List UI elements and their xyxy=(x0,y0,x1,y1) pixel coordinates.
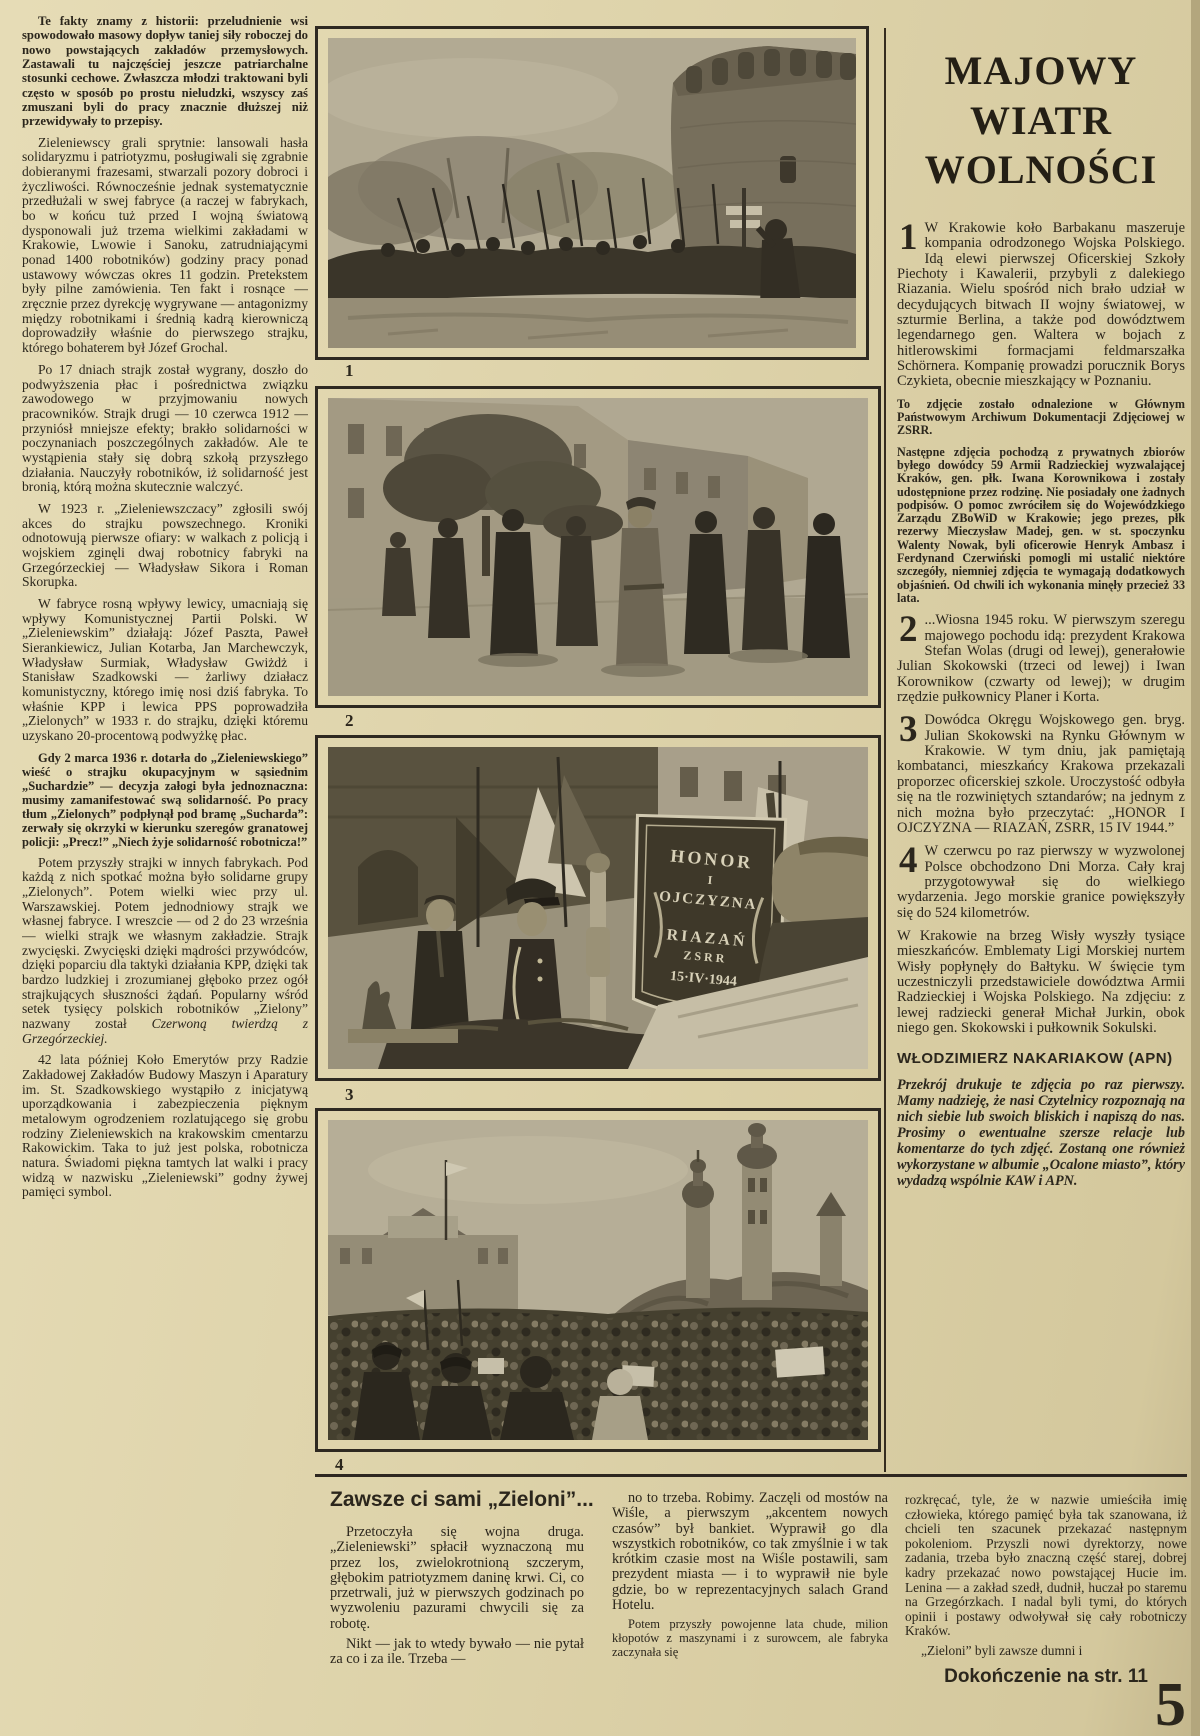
photo-4-crowd-wawel xyxy=(328,1120,868,1440)
right-section-3 xyxy=(897,709,1185,836)
section-number-3: 3 xyxy=(899,709,918,751)
section-number-4: 4 xyxy=(899,840,918,882)
right-section-1-text: W Krakowie koło Barbakanu maszeruje kompania odrodzonego Wojska Polskiego. Idą elewi pierwszej Oficerskiej Szkoły Piechoty i Kawalerii, przybyli z dalekiego Riazania. Wielu spośród nich brało udział w decydujących bitwach II wojny światowej, w szturmie Berlina, a także pod dowództwem legendarnego gen. Waltera w bojach z hitlerowskimi formacjami feldmarszałka Schörnera. Kompanię prowadzi porucznik Borys Czykieta, obecnie mieszkający w Poznaniu. xyxy=(897,219,1185,390)
svg-text:I: I xyxy=(707,872,714,888)
bottom-col1-paragraph-1: Przetoczyła się wojna druga. „Zieleniewski” spłacił wyznaczoną mu przez los, zwielokrotnioną szczerym, głębokim patriotyzmem daninę krwi. Ci, co przetrwali, już w pierwszych godzinach po wyzwoleniu pazurami chwycili się za robotę. xyxy=(330,1525,584,1632)
bottom-article-heading: Zawsze ci sami „Zieloni”... xyxy=(330,1488,594,1511)
section-number-2: 2 xyxy=(899,609,918,651)
headline-line-3: WOLNOŚCI xyxy=(924,147,1158,193)
photo-2-number: 2 xyxy=(345,711,354,730)
photo-4-number: 4 xyxy=(335,1455,344,1474)
svg-text:15·IV·1944: 15·IV·1944 xyxy=(669,968,738,990)
left-paragraph-6-main: Potem przyszły strajki w innych fabrykach. Pod każdą z nich spotkać można było solidarne grupy „Zielonych”. Potem wielki wiec przy ul. Warszawskiej. Potem jednodniowy strajk we własnej fabryce. I wreszcie — od 2 do 23 września — wielki strajk we własnym zakładzie. Strajk zwycięski. Zwycięski dzięki mądrości przywódców, dzięki poparciu dla taktyki działania KPP, dzięki tak bardzo ludzkiej i zrozumianej głęboko przez ogół strajkujących słuszności żądań. Popularny wśród setek tysięcy polskich robotników „Zielony” nazwany został xyxy=(22,854,308,1032)
bottom-col3-paragraph-2: „Zieloni” byli zawsze dumni i xyxy=(921,1643,1083,1659)
barbakan-tower xyxy=(671,46,856,273)
right-section-1 xyxy=(897,216,1185,390)
right-section-4 xyxy=(897,840,1185,921)
byline: WŁODZIMIERZ NAKARIAKOW (APN) xyxy=(897,1049,1173,1067)
section-divider-rule xyxy=(315,1474,1187,1477)
left-paragraph-4: W fabryce rosną wpływy lewicy, umacniają się wpływy Komunistycznej Partii Polski. W „Zieleniewskim” działają: Józef Paszta, Paweł Sierankiewicz, Julian Kotarba, Jan Marchewczyk, Władysław Surmiak, Władysław Gwiżdż i Stanisław Szadkowski — żarliwy działacz komunistyczny, którego imię nosi dziś fabryka. To właśnie KPP i lewica PPS poprowadziła „Zielonych” w 1933 r. do strajku, dzięki któremu uzyskano 20-procentową podwyżkę płac. xyxy=(22,595,308,743)
photo-2-procession xyxy=(328,398,868,696)
bottom-column-1 xyxy=(330,1525,584,1725)
bottom-col2-paragraph-1: no to trzeba. Robimy. Zaczęli od mostów na Wiśle, a pierwszym „akcentem nowych czasów” był bankiet. Wyprawił go dla wszystkich robotników, co tak zmyślnie i w tak krótkim czasie most na Wiśle postawili, sam prezydent miasta — i to wyprawił nie byle gdzie, bo w reprezentacyjnych salach Grand Hotelu. xyxy=(612,1491,888,1614)
right-section-4-text: W czerwcu po raz pierwszy w wyzwolonej Polsce obchodzono Dni Morza. Cały kraj przygotowywał się do wielkiego wydarzenia. Jego morskie granice powiększyły się do 524 kilometrów. xyxy=(897,843,1185,921)
right-note-2: Następne zdjęcia pochodzą z prywatnych zbiorów byłego dowódcy 59 Armii Radzieckiej wyzwalającej Kraków, gen. płk. Iwana Korownikowa i zostały udostępnione przez rodzinę. Nie posiadały one żadnych podpisów. O pomoc zwróciłem się do Wojewódzkiego Zarządu ZBoWiD w Krakowie; jego prezes, płk rezerwy Mieczysław Madej, gen. w st. spoczynku Walenty Nowak, byli oficerowie Henryk Ambasz i Ferdynand Czerwiński pomogli mi ustalić niektóre szczegóły, niemniej zdjęcia te wymagają dodatkowych objaśnień. Od chwili ich wykonania minęły przecież 33 lata. xyxy=(897,444,1185,605)
bottom-column-2 xyxy=(612,1491,888,1731)
bottom-col2-paragraph-2: Potem przyszły powojenne lata chude, milion kłopotów z maszynami i z surowcem, ale fabryka zaczynała się xyxy=(612,1617,888,1659)
left-paragraph-3: W 1923 r. „Zieleniewszczacy” zgłosili swój akces do strajku powszechnego. Kroniki odnotowują pierwsze ofiary: w walkach z policją i wojskiem zginęli dwaj robotnicy fabryki na Grzegórzeckiej — Władysław Sikora i Roman Skorupka. xyxy=(22,500,308,590)
right-section-3-text: Dowódca Okręgu Wojskowego gen. bryg. Julian Skokowski na Rynku Głównym w Krakowie. W tym dniu, jak pamiętają kombatanci, mieszkańcy Krakowa przekazali proporzec oficerskiej szkole. Uroczystość odbyła się na tle rozwiniętych sztandarów; na jednym z nich można było przeczytać: „HONOR I OJCZYZNA — RIAZAŃ, ZSRR, 15 IV 1944.” xyxy=(897,712,1185,836)
svg-text:RIAZAŃ: RIAZAŃ xyxy=(665,926,749,951)
photo-3-banner-ceremony xyxy=(328,747,868,1069)
svg-text:ZSRR: ZSRR xyxy=(682,947,728,966)
right-article xyxy=(897,40,1185,1470)
right-paragraph-5: W Krakowie na brzeg Wisły wyszły tysiące mieszkańców. Emblematy Ligi Morskiej nurtem Wisły popłynęły do Bałtyku. W święcie tym uczestniczyli przedstawiciele dowództwa Armii Radzieckiej i Wojska Polskiego. Na zdjęciu: z lewej radziecki generał Michał Jurkin, obok niego gen. Skokowski i pułkownik Sokulski. xyxy=(897,928,1185,1037)
bottom-column-3 xyxy=(905,1493,1187,1723)
right-section-2-text: ...Wiosna 1945 roku. W pierwszym szeregu majowego pochodu idą: prezydent Krakowa Stefan Wolas (drugi od lewej), generałowie Julian Skokowski (trzeci od lewej) i Iwan Korownikow (czwarty od lewej); w drugim rzędzie pułkownicy Planer i Korta. xyxy=(897,612,1185,705)
photo-3-number: 3 xyxy=(345,1085,354,1104)
photo-1-number: 1 xyxy=(345,361,354,380)
svg-text:HONOR: HONOR xyxy=(669,845,755,873)
left-paragraph-6-italic: Czerwoną twierdzą z Grzegórzeckiej. xyxy=(22,1016,308,1046)
svg-text:OJCZYZNA: OJCZYZNA xyxy=(658,888,759,914)
article-headline xyxy=(897,46,1185,195)
bottom-col3-paragraph-1: rozkręcać, tyle, że w nazwie umieściła imię człowieka, którego pamięć była tak szanowana, iż chcieli ten szacunek przekazać następnym pokoleniom. Przyszli nowi dyrektorzy, nowe zadania, trzeba było znaczną część starej, dobrej kadry przekazać nowo powstającej Hucie im. Lenina — a zakład szedł, dudnił, huczał po staremu na Grzegórzkach. I nadal byli tymi, do których opinii i postawy odwoływał się cały robotniczy Kraków. xyxy=(905,1493,1187,1639)
left-paragraph-2: Po 17 dniach strajk został wygrany, doszło do podwyższenia płac i pośrednictwa związku zawodowego w przyjmowaniu nowych pracowników. Strajk drugi — 10 czerwca 1912 — przyniósł mniejsze efekty; brakło solidarności w poczynaniach poszczególnych zakładów. Ale te wystąpienia stały się dobrą szkołą przyszłego działania. Nauczyły robotników, iż solidarność jest bronią, którą można skutecznie walczyć. xyxy=(22,361,308,495)
right-note-1: To zdjęcie zostało odnalezione w Głównym Państwowym Archiwum Dokumentacji Zdjęciowej w ZSRR. xyxy=(897,396,1185,438)
continuation-note: Dokończenie na str. 11 xyxy=(944,1665,1148,1687)
left-article xyxy=(22,14,308,1720)
left-paragraph-1: Zieleniewscy grali sprytnie: lansowali hasła solidaryzmu i patriotyzmu, posługiwali się zgrabnie dobieranymi frazesami, stwarzali pozory dobroci i życzliwości. Równocześnie jednak systematycznie przedłużali w swej fabryce (a raczej w fabrykach, bo w końcu tuż przed I wojną światową dysponowali już trzema wielkimi zakładami w Krakowie, Lwowie i Sanoku, zatrudniającymi ponad 1400 robotników) godziny pracy ponad ustawowy wówczas okres 11 godzin. Pretekstem były pilne zamówienia. Ten fakt i rosnące — zręcznie przez dyrekcję wygrywane — antagonizmy między robotnikami i średnią kadrą kierowniczą doprowadziły właśnie do pierwszego strajku, którego bohaterem był Józef Grochal. xyxy=(22,134,308,356)
photo-1-marching-soldiers xyxy=(328,38,856,348)
page-number: 5 xyxy=(1155,1671,1186,1736)
bottom-col1-paragraph-2: Nikt — jak to wtedy bywało — nie pytał za co i za ile. Trzeba — xyxy=(330,1636,584,1668)
headline-line-2: WIATR xyxy=(969,97,1113,143)
editor-note: Przekrój drukuje te zdjęcia po raz pierwszy. Mamy nadzieję, że nasi Czytelnicy rozpoznają na nich siebie lub swoich bliskich i napiszą do nas. Prosimy o ewentualne szersze relacje lub komentarze do tych zdjęć. Zostaną one również wykorzystane w albumie „Ocalone miasto”, który wydadzą wspólnie KAW i APN. xyxy=(897,1077,1185,1189)
left-intro-paragraph: Te fakty znamy z historii: przeludnienie wsi spowodowało masowy dopływ taniej siły roboczej do nowo powstających zakładów przemysłowych. Zastawali tu najczęściej jeszcze patriarchalne stosunki cechowe. Zwłaszcza młodzi traktowani byli często w sposób po prostu nieludzki, wszyscy zaś zmuszani byli do pracy znacznie dłuższej niż przewidywały to przepisy. xyxy=(22,14,308,129)
right-section-2 xyxy=(897,609,1185,705)
column-divider-rule xyxy=(884,28,886,1472)
left-paragraph-6 xyxy=(22,856,308,1047)
scan-edge-shadow xyxy=(1191,0,1200,1736)
left-paragraph-5: Gdy 2 marca 1936 r. dotarła do „Zieleniewskiego” wieść o strajku okupacyjnym w sąsiednim „Suchardzie” — decyzja załogi była jednoznaczna: musimy zamanifestować swą solidarność. Po pracy tłum „Zielonych” podpłynął pod bramę „Sucharda”: zerwały się okrzyki w kierunku szeregów granatowej policji: „Precz!” „Niech żyje solidarność robotnicza!” xyxy=(22,750,308,849)
left-paragraph-7: 42 lata później Koło Emerytów przy Radzie Zakładowej Zakładów Budowy Maszyn i Aparatury im. St. Szadkowskiego wystąpiło z inicjatywą uporządkowania i zabezpieczenia pięknym metalowym ogrodzeniem rozlatującego się grobu rodziny Zieleniewskich na krakowskim cmentarzu Rakowickim. Taka to już jest polska, robotnicza natura. Świadomi piękna tamtych lat walki i pracy widzą w nazwisku „Zieleniewski” godny żywej pamięci symbol. xyxy=(22,1052,308,1200)
headline-line-1: MAJOWY xyxy=(944,48,1138,93)
photo-2-frame xyxy=(315,386,881,708)
photo-3-frame xyxy=(315,735,881,1081)
photo-4-frame xyxy=(315,1108,881,1452)
photo-1-frame xyxy=(315,26,869,360)
section-number-1: 1 xyxy=(899,216,918,258)
